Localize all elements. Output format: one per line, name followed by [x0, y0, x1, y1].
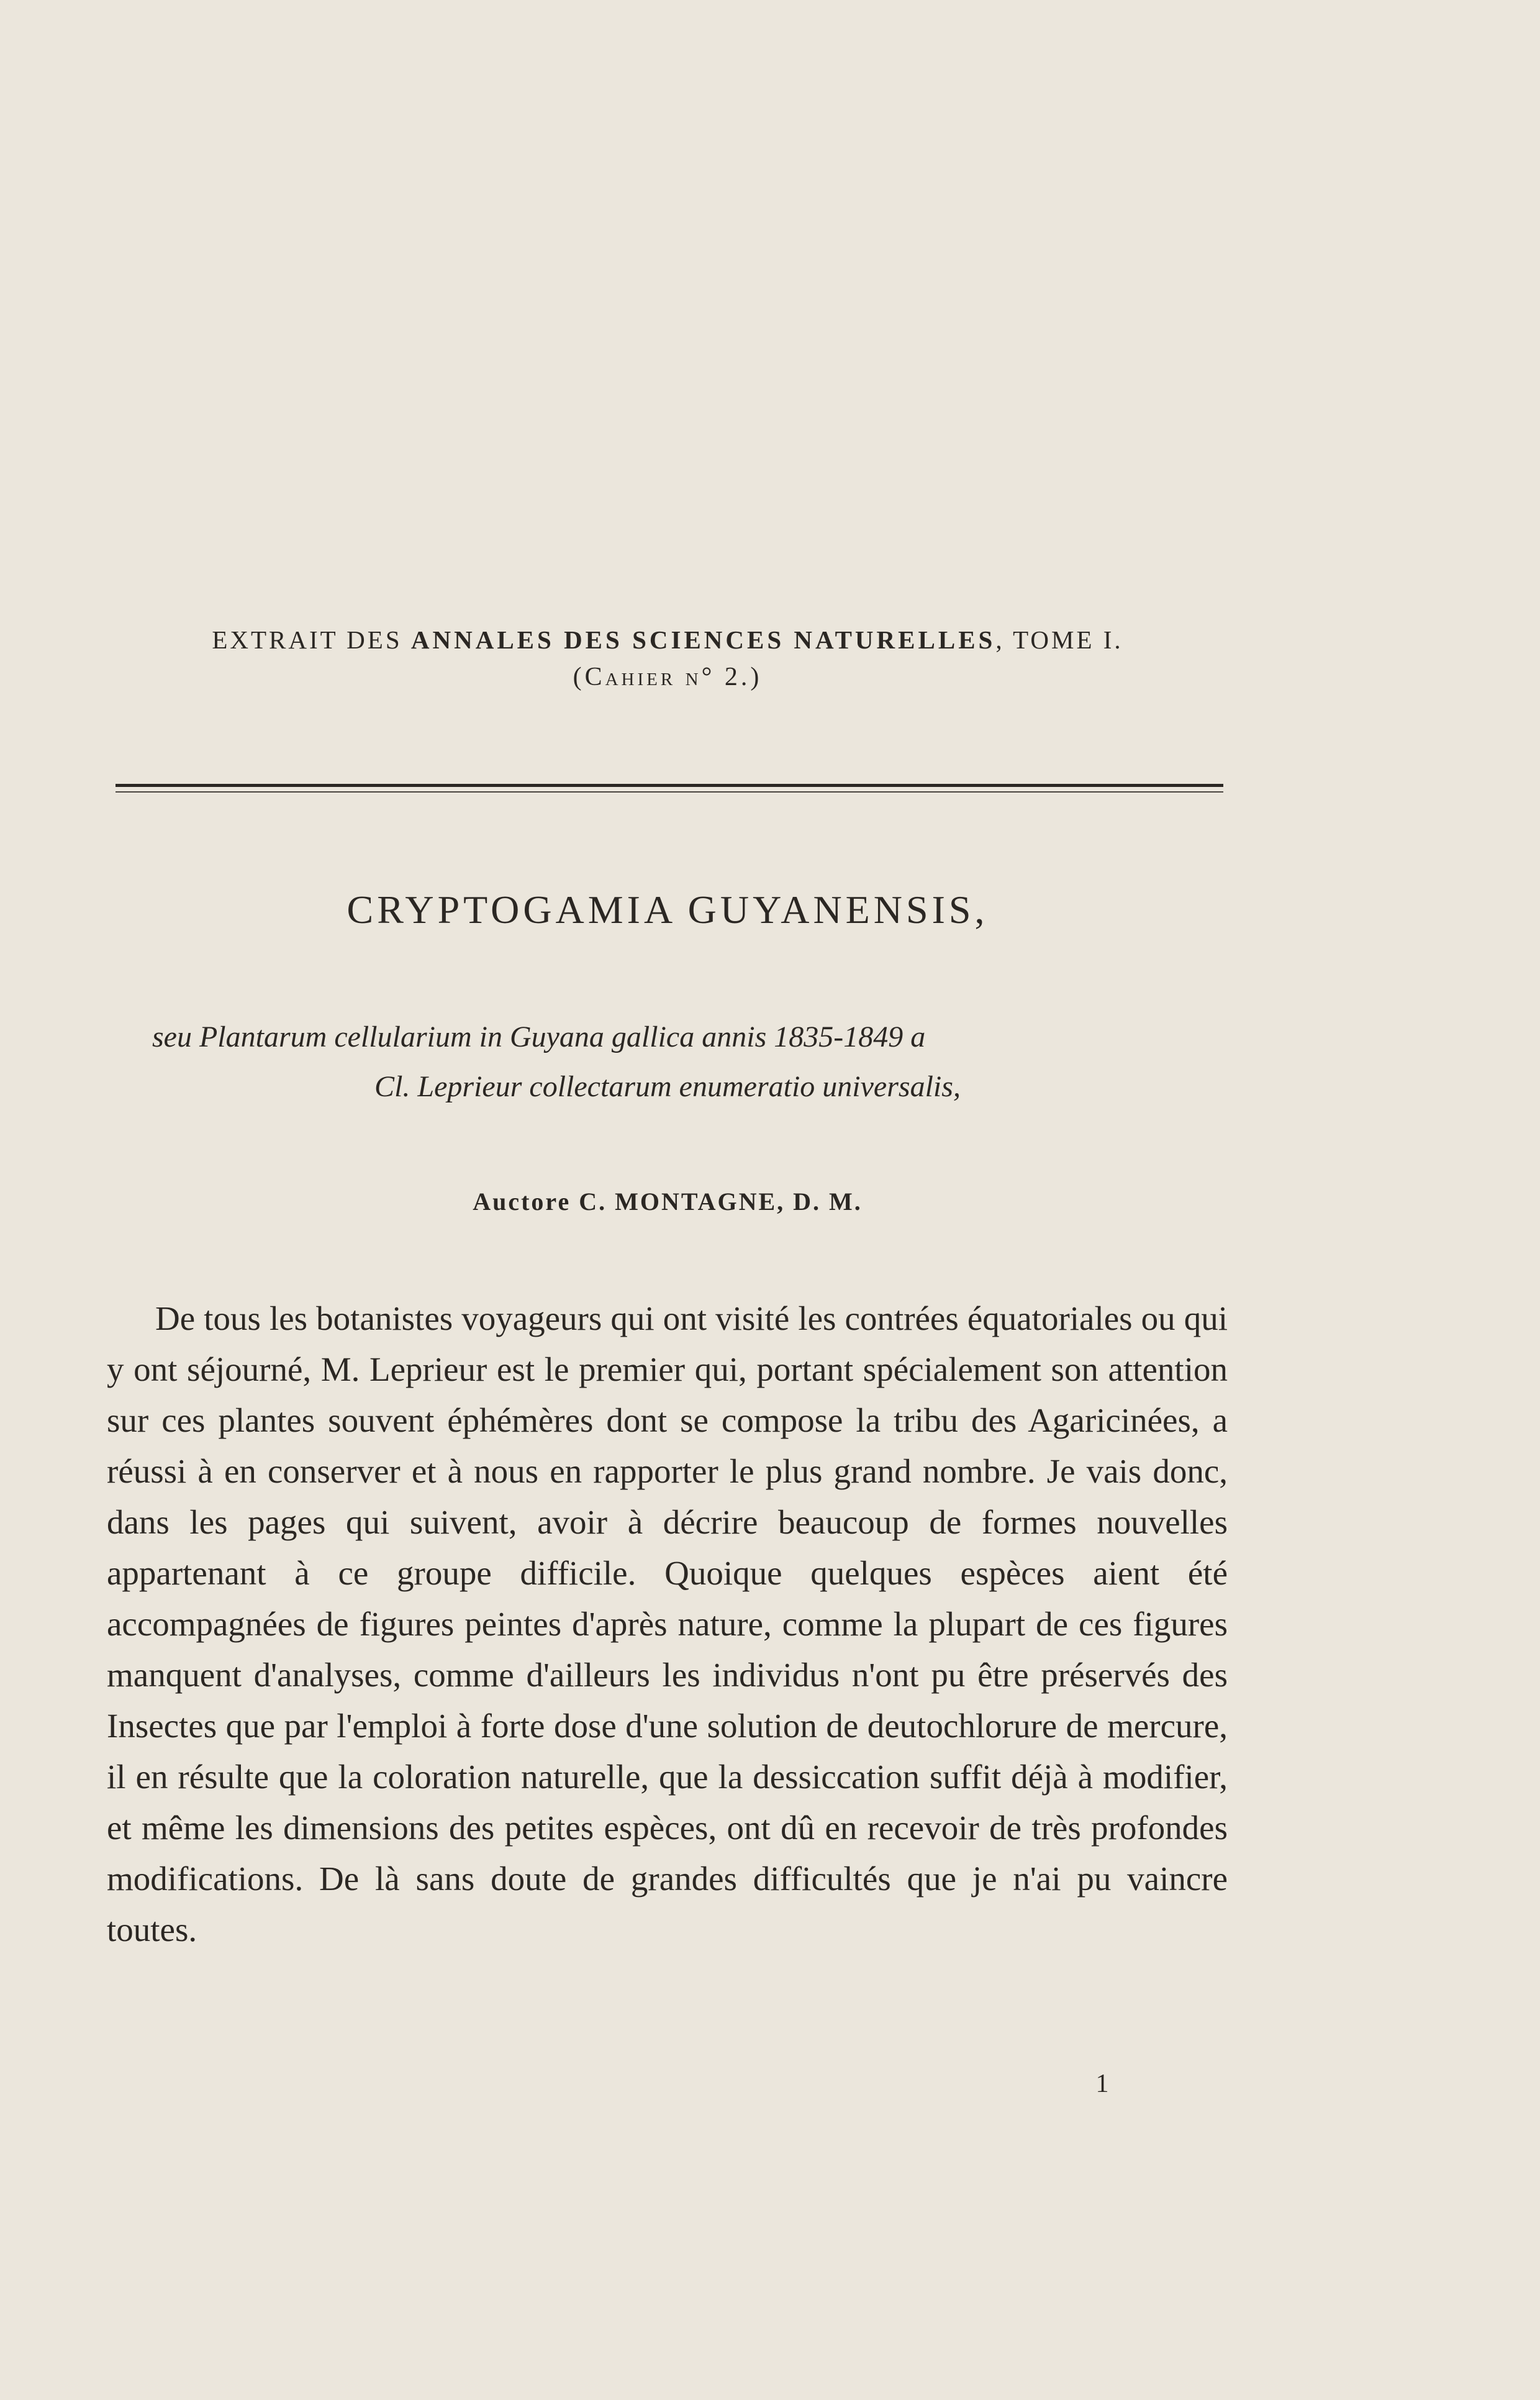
- journal-name: ANNALES DES SCIENCES NATURELLES: [410, 625, 996, 654]
- author-line: Auctore C. MONTAGNE, D. M.: [473, 1188, 863, 1216]
- extract-suffix: , TOME I.: [995, 625, 1123, 654]
- body-paragraph: De tous les botanistes voyageurs qui ont visité les contrées équatoriales ou qui y ont séjourné, M. Leprieur est le premier qui, portant spécialement son attention sur ces plantes souvent éphémères dont se compose la tribu des Agaricinées, a réussi à en conserver et à nous en rapporter le plus grand nombre. Je vais donc, dans les pages qui suivent, avoir à décrire beaucoup de formes nouvelles appartenant à ce groupe difficile. Quoique quelques espèces aient été accompagnées de figures peintes d'après nature, comme la plupart de ces figures manquent d'analyses, comme d'ailleurs les individus n'ont pu être préservés des Insectes que par l'emploi à forte dose d'une solution de deutochlorure de mercure, il en résulte que la coloration naturelle, que la dessiccation suffit déjà à modifier, et même les dimensions des petites espèces, ont dû en recevoir de très profondes modifications. De là sans doute de grandes difficultés que je n'ai pu vaincre toutes.: [107, 1299, 1228, 1948]
- article-subtitle: [112, 1012, 1223, 1112]
- extract-line: [112, 624, 1223, 655]
- article-title: CRYPTOGAMIA GUYANENSIS,: [346, 888, 989, 932]
- subtitle-line-1: seu Plantarum cellularium in Guyana gallica annis 1835-1849 a: [152, 1020, 926, 1053]
- header-rule: [116, 784, 1223, 787]
- page-number: 1: [1095, 2070, 1109, 2098]
- issue-line: (Cahier n° 2.): [573, 663, 763, 691]
- header-rule-thin: [116, 791, 1223, 793]
- subtitle-line-2: Cl. Leprieur collectarum enumeratio universalis,: [374, 1070, 961, 1103]
- extract-prefix: EXTRAIT DES: [212, 625, 411, 654]
- journal-header: [112, 624, 1223, 699]
